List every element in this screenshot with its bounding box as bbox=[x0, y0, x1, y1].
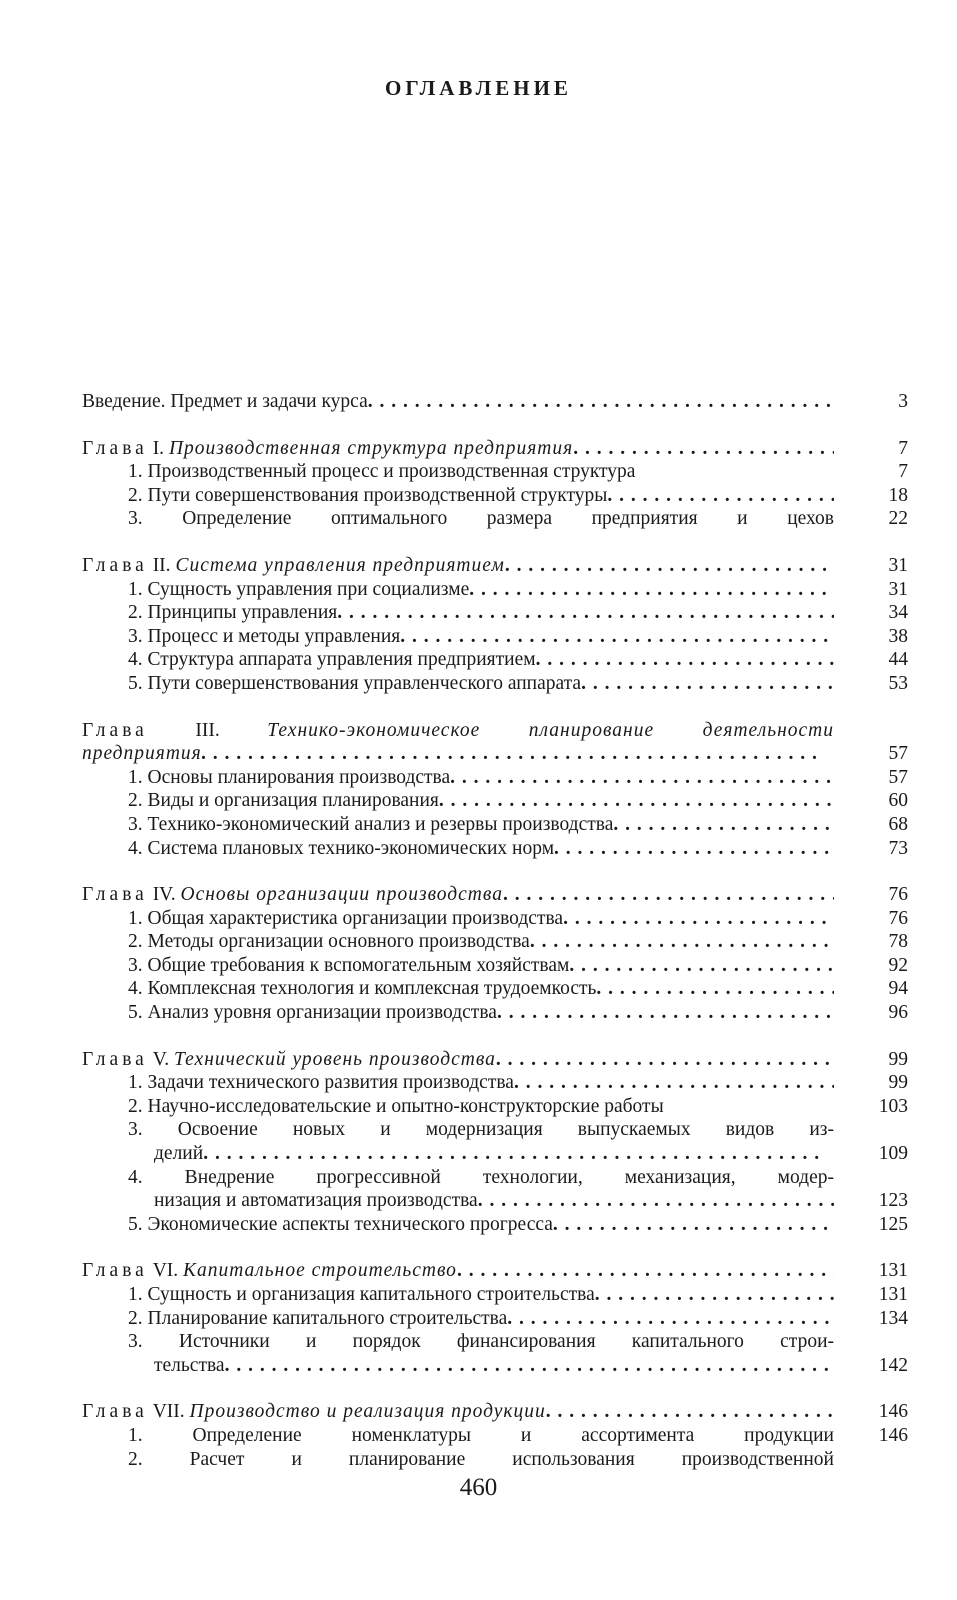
section-entry: 5. Анализ уровня организации производства . . . 96 bbox=[82, 1001, 908, 1025]
chapter-heading bbox=[82, 1048, 908, 1072]
section-entry: 3. Процесс и методы управления . . . 38 bbox=[82, 625, 908, 649]
chapter-heading bbox=[82, 883, 908, 907]
chapter-title-line: Глава IV. Основы организации производства . . . bbox=[82, 883, 834, 907]
section-entry: 5. Пути совершенствования управленческого аппарата . . . 53 bbox=[82, 672, 908, 696]
chapter-title-line: Глава VI. Капитальное строительство . . . bbox=[82, 1259, 834, 1283]
toc-page-number: 57 bbox=[888, 743, 908, 765]
section-entry: 4. Структура аппарата управления предприятием . . . 44 bbox=[82, 648, 908, 672]
section-entry: 3. Источники и порядок финансирования капитального строи- bbox=[128, 1331, 834, 1353]
section-entry: 5. Экономические аспекты технического прогресса . . . 125 bbox=[82, 1213, 908, 1237]
toc-page-number: 99 bbox=[888, 1048, 908, 1070]
chapter-heading bbox=[82, 719, 908, 743]
section-entry-continued: делий . . . 109 bbox=[82, 1142, 908, 1166]
chapter-heading bbox=[82, 1400, 908, 1424]
section-entry: 1. Сущность и организация капитального строительства . . . 131 bbox=[82, 1283, 908, 1307]
section-entry: 1. Общая характеристика организации производства . . . 76 bbox=[82, 907, 908, 931]
chapter-title-line: Глава I. Производственная структура предприятия . . . bbox=[82, 437, 834, 461]
section-entry: 4. Внедрение прогрессивной технологии, механизация, модер- bbox=[128, 1166, 834, 1188]
table-of-contents bbox=[82, 390, 908, 1471]
section-entry: 1. Основы планирования производства . . . 57 bbox=[82, 766, 908, 790]
toc-page-number: 7 bbox=[898, 437, 908, 459]
chapter-heading bbox=[82, 1259, 908, 1283]
chapter-title-line: Глава III. Технико-экономическое планирование деятельности bbox=[82, 719, 834, 741]
chapter-title-line: Глава V. Технический уровень производства . . . bbox=[82, 1048, 834, 1072]
chapter-title-line: Глава II. Система управления предприятием . . . bbox=[82, 554, 834, 578]
section-entry: 3. Технико-экономический анализ и резервы производства . . . 68 bbox=[82, 813, 908, 837]
section-entry: 2. Принципы управления . . . 34 bbox=[82, 601, 908, 625]
toc-page-number: 76 bbox=[888, 884, 908, 906]
toc-entry-text: Введение. Предмет и задачи курса . . . bbox=[82, 390, 834, 414]
section-entry: 3. Определение оптимального размера предприятия и цехов 22 bbox=[128, 508, 908, 530]
toc-page-number: 31 bbox=[888, 554, 908, 576]
section-entry: 4. Комплексная технология и комплексная трудоемкость . . . 94 bbox=[82, 977, 908, 1001]
section-entry: 1. Определение номенклатуры и ассортимента продукции 146 bbox=[128, 1424, 908, 1446]
section-entry: 2. Методы организации основного производства . . . 78 bbox=[82, 930, 908, 954]
section-entry: 3. Освоение новых и модернизация выпускаемых видов из- bbox=[128, 1119, 834, 1141]
page-number: 460 bbox=[459, 1474, 498, 1501]
section-entry: 2. Виды и организация планирования . . . 60 bbox=[82, 789, 908, 813]
section-entry: 2. Пути совершенствования производственной структуры . . . 18 bbox=[82, 484, 908, 508]
chapter-title-line: предприятия . . . bbox=[82, 742, 834, 766]
chapter-heading bbox=[82, 437, 908, 461]
chapter-heading-continued bbox=[82, 742, 908, 766]
section-entry: 4. Система плановых технико-экономических норм . . . 73 bbox=[82, 837, 908, 861]
section-entry-continued: тельства . . . 142 bbox=[82, 1354, 908, 1378]
toc-intro bbox=[82, 390, 908, 414]
page-title: ОГЛАВЛЕНИЕ bbox=[385, 76, 572, 100]
section-entry: 1. Производственный процесс и производственная структура 7 bbox=[128, 461, 908, 483]
section-entry: 2. Научно-исследовательские и опытно-конструкторские работы 103 bbox=[128, 1095, 908, 1117]
section-entry: 1. Задачи технического развития производства . . . 99 bbox=[82, 1071, 908, 1095]
toc-page-number: 3 bbox=[898, 391, 908, 412]
toc-page-number: 146 bbox=[878, 1401, 908, 1423]
toc-page-number: 131 bbox=[878, 1260, 908, 1282]
section-entry: 2. Планирование капитального строительства . . . 134 bbox=[82, 1307, 908, 1331]
section-entry-continued: низация и автоматизация производства . . . 123 bbox=[82, 1189, 908, 1213]
chapter-title-line: Глава VII. Производство и реализация продукции . . . bbox=[82, 1400, 834, 1424]
section-entry: 3. Общие требования к вспомогательным хозяйствам . . . 92 bbox=[82, 954, 908, 978]
chapter-heading bbox=[82, 554, 908, 578]
section-entry: 1. Сущность управления при социализме . . . 31 bbox=[82, 578, 908, 602]
section-entry: 2. Расчет и планирование использования производственной bbox=[128, 1448, 834, 1470]
